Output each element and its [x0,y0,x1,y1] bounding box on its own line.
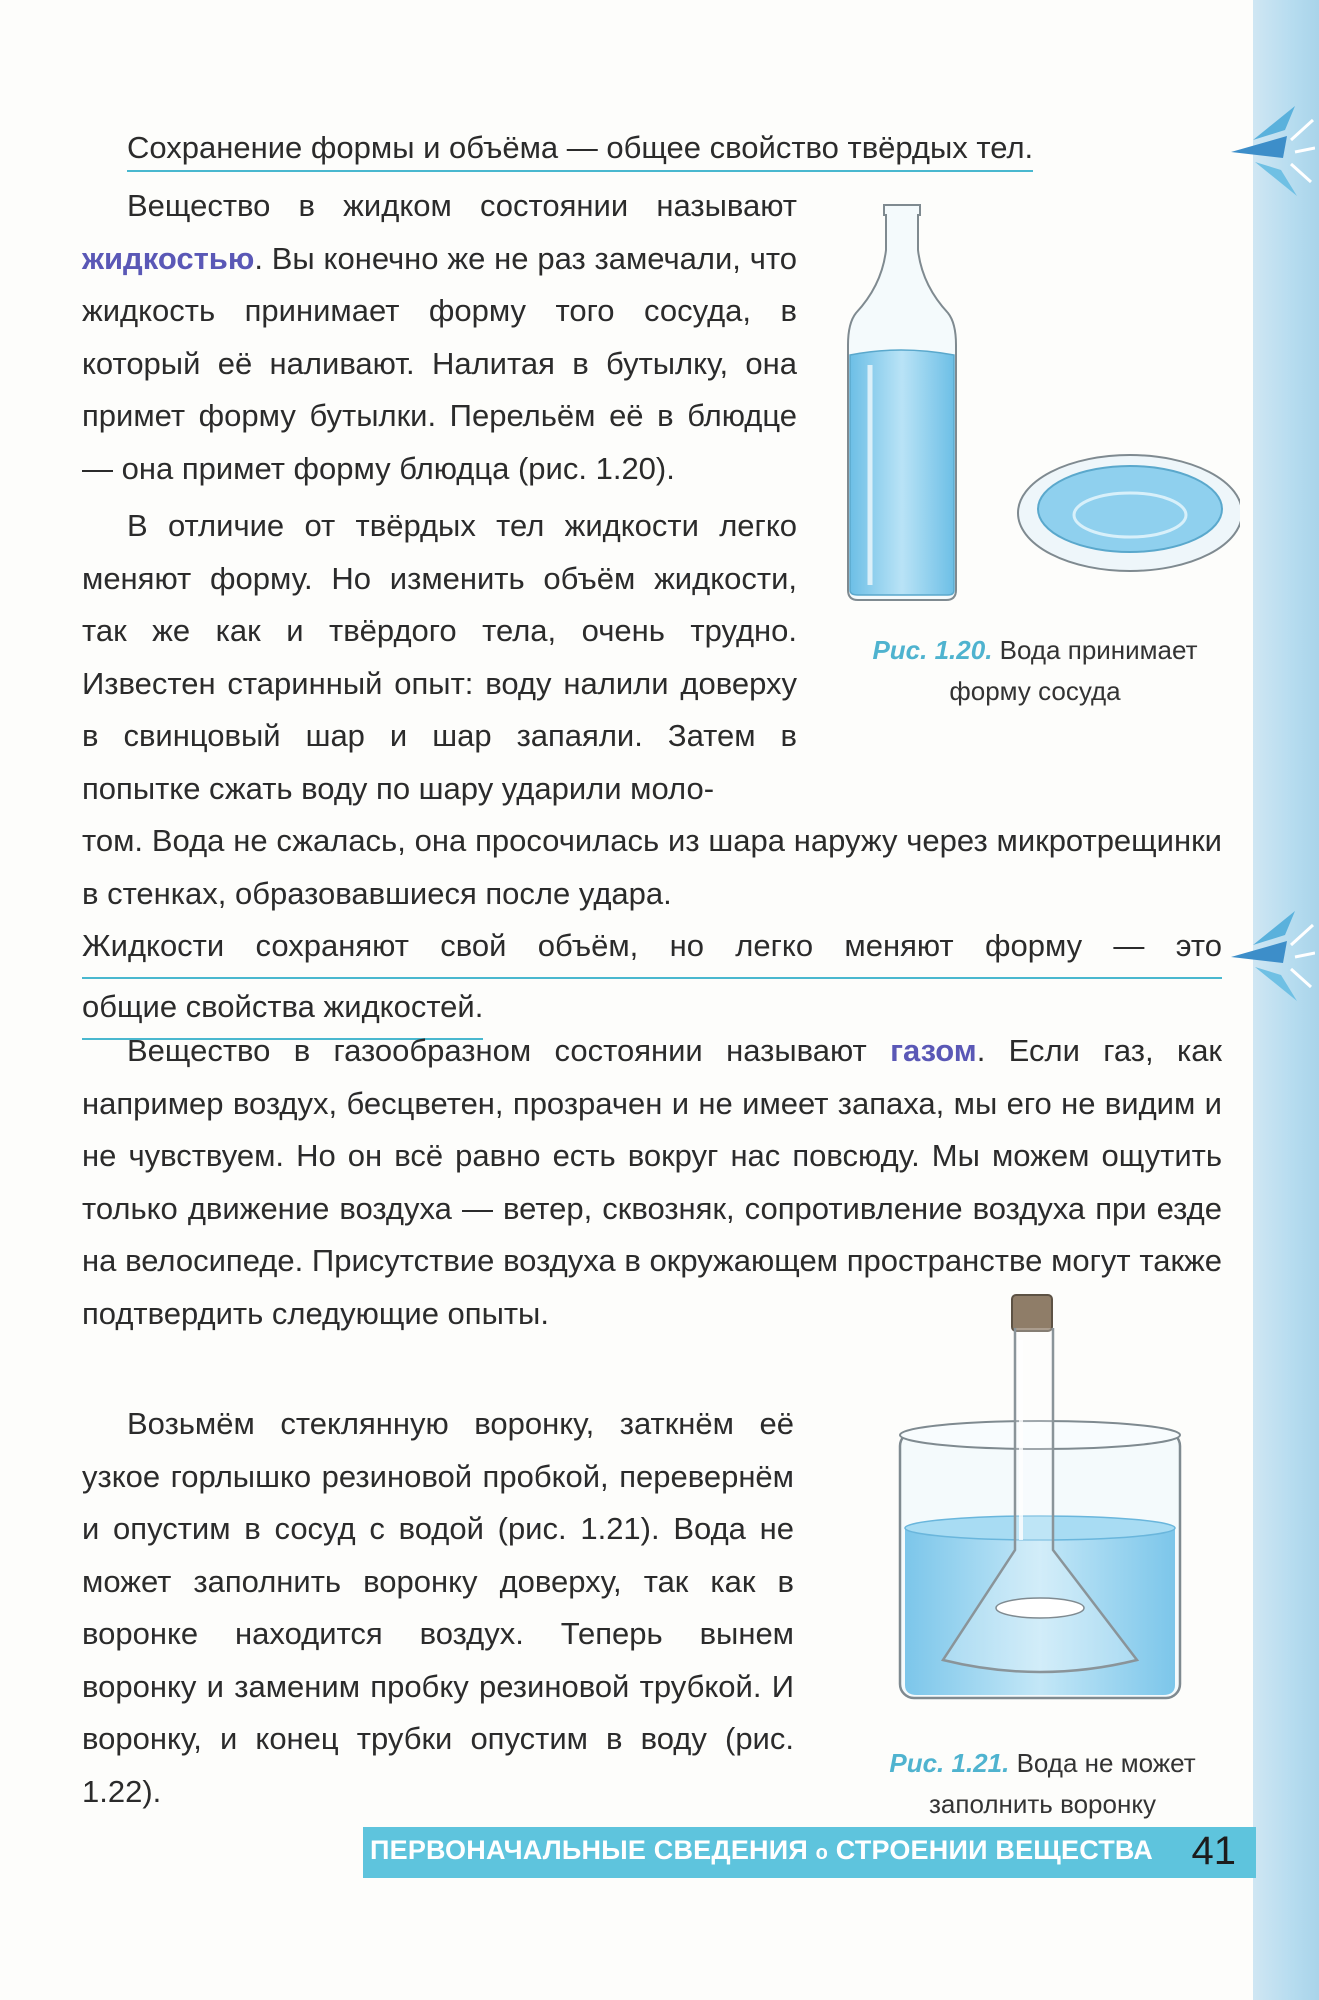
beaker-funnel-figure [895,1290,1185,1710]
footer-title-text: о [815,1842,829,1864]
bottle-figure [840,195,1240,635]
definition-text: Жидкости сохраняют свой объём, но легко меняют форму — это [82,920,1222,979]
figure-caption-1-21 [845,1743,1240,1825]
page-number: 41 [1191,1829,1236,1873]
caption-text: Вода принимает форму сосуда [949,635,1198,706]
figure-number: Рис. 1.20. [872,635,993,665]
paragraph-text: . Вы конечно же не раз замечали, что жидкость принимает форму того сосуда, в который её наливают. Налитая в бутылку, она примет форму бутылки. Перельём её в блюдце — она примет форму блюдца (рис. 1.20). [82,240,797,486]
definition-text: Сохранение формы и объёма — общее свойство твёрдых тел. [127,130,1033,172]
paragraph-text: том. Вода не сжалась, она просочилась из шара наружу через микротрещинки в стенках, образовавшиеся после удара. [82,823,1222,911]
definition-solids [127,122,1127,174]
figure-number: Рис. 1.21. [889,1748,1010,1778]
paragraph-text: Вещество в газообразном состоянии называют [127,1033,891,1068]
definition-liquids [82,920,1222,1040]
caption-text: Вода не может заполнить воронку [928,1748,1196,1819]
footer-chapter-title [370,1835,1153,1866]
term-gas: газом [890,1033,977,1068]
footer-title-text: СТРОЕНИИ ВЕЩЕСТВА [828,1835,1153,1865]
arrow-marker-icon [1225,905,1315,1015]
figure-caption-1-20 [850,630,1220,712]
arrow-marker-icon [1225,100,1315,210]
paragraph-text: . Если газ, как например воздух, бесцветен, прозрачен и не имеет запаха, мы его не видим и не чувствуем. Но он всё равно есть вокруг нас повсюду. Мы можем ощутить только движение воздуха — ветер, сквозняк, сопротивление воздуха при езде на велосипеде. Присутствие воздуха в окружающем пространстве могут также подтвердить следующие опыты. [82,1033,1222,1331]
page-footer [363,1827,1256,1878]
paragraph-liquid [82,180,797,495]
term-liquid: жидкостью [82,240,255,276]
definition-text: общие свойства жидкостей. [82,981,483,1040]
paragraph-text: В отличие от твёрдых тел жидкости легко меняют форму. Но изменить объём жидкости, так же как и твёрдого тела, очень трудно. Известен старинный опыт: воду налили доверху в свинцовый шар и шар запаяли. Затем в попытке сжать воду по шару ударили моло- [82,508,797,806]
paragraph-text: Вещество в жидком состоянии называют [127,188,797,223]
paragraph-funnel: Возьмём стеклянную воронку, заткнём её узкое горлышко резиновой пробкой, перевернём и опустим в сосуд с водой (рис. 1.21). Вода не может заполнить воронку доверху, так как в воронке находится воздух. Теперь вынем воронку и заменим пробку резиновой трубкой. И воронку, и конец трубки опустим в воду (рис. 1.22). [82,1406,794,1809]
footer-title-text: ПЕРВОНАЧАЛЬНЫЕ СВЕДЕНИЯ [370,1835,816,1865]
